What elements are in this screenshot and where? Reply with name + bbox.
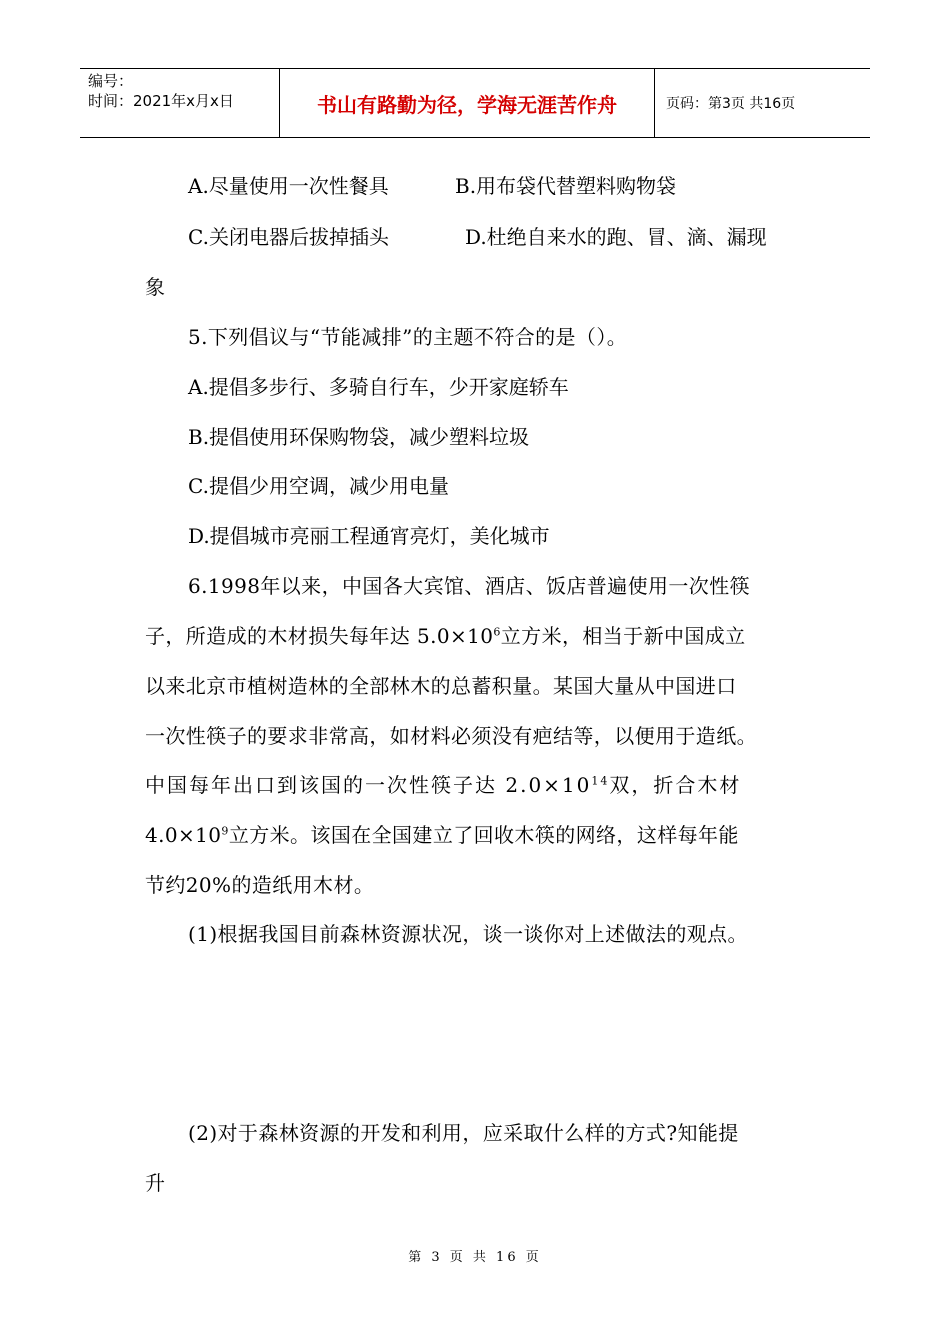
q5-option-b: B.提倡使用环保购物袋，减少塑料垃圾 — [188, 425, 530, 449]
q4-option-d-continued: 象 — [145, 275, 166, 299]
q6-line-7: 节约20%的造纸用木材。 — [145, 873, 375, 897]
q6-line-3: 以来北京市植树造林的全部林木的总蓄积量。某国大量从中国进口 — [145, 674, 737, 698]
q6-subquestion-2: (2)对于森林资源的开发和利用，应采取什么样的方式?知能提 — [188, 1121, 739, 1145]
q6-line-1: 6.1998年以来，中国各大宾馆、酒店、饭店普遍使用一次性筷 — [188, 574, 750, 598]
header-page-info: 页码：第3页 共16页 — [666, 96, 796, 112]
q5-option-a: A.提倡多步行、多骑自行车，少开家庭轿车 — [188, 375, 569, 399]
q4-option-a: A.尽量使用一次性餐具 — [188, 174, 389, 198]
q4-option-d: D.杜绝自来水的跑、冒、滴、漏现 — [465, 225, 767, 249]
q6-subquestion-2-continued: 升 — [145, 1171, 166, 1195]
number-label: 编号： — [88, 72, 134, 90]
q5-stem: 5.下列倡议与“节能减排”的主题不符合的是（）。 — [188, 325, 628, 349]
q6-line-2-a: 子，所造成的木材损失每年达 5.0×10 — [145, 624, 494, 648]
q6-line-2-exponent: 6 — [493, 625, 501, 639]
q6-line-5 — [145, 769, 741, 798]
q4-option-c: C.关闭电器后拔掉插头 — [188, 225, 389, 249]
time-label: 时间：2021年x月x日 — [88, 92, 234, 110]
q6-line-4: 一次性筷子的要求非常高，如材料必须没有疤结等，以便用于造纸。 — [145, 724, 757, 748]
q6-line-5-a: 中国每年出口到该国的一次性筷子达 2.0×10 — [145, 773, 592, 797]
q6-line-5-b: 双，折合木材 — [609, 773, 742, 797]
q6-line-6-b: 立方米。该国在全国建立了回收木筷的网络，这样每年能 — [228, 823, 739, 847]
header-meta — [80, 69, 280, 137]
q5-option-d: D.提倡城市亮丽工程通宵亮灯，美化城市 — [188, 524, 550, 548]
q6-line-2 — [145, 620, 746, 649]
q6-line-6 — [145, 819, 739, 848]
q6-line-6-exponent: 9 — [221, 824, 229, 838]
q6-line-6-a: 4.0×10 — [145, 823, 222, 847]
q6-subquestion-1: (1)根据我国目前森林资源状况，谈一谈你对上述做法的观点。 — [188, 922, 748, 946]
page-header — [80, 68, 870, 138]
q6-line-2-b: 立方米，相当于新中国成立 — [500, 624, 746, 648]
q4-option-b: B.用布袋代替塑料购物袋 — [455, 174, 677, 198]
page-footer: 第 3 页 共 16 页 — [408, 1250, 542, 1265]
q5-option-c: C.提倡少用空调，减少用电量 — [188, 474, 449, 498]
q6-line-5-exponent: 14 — [591, 774, 610, 788]
header-motto: 书山有路勤为径，学海无涯苦作舟 — [280, 69, 655, 137]
